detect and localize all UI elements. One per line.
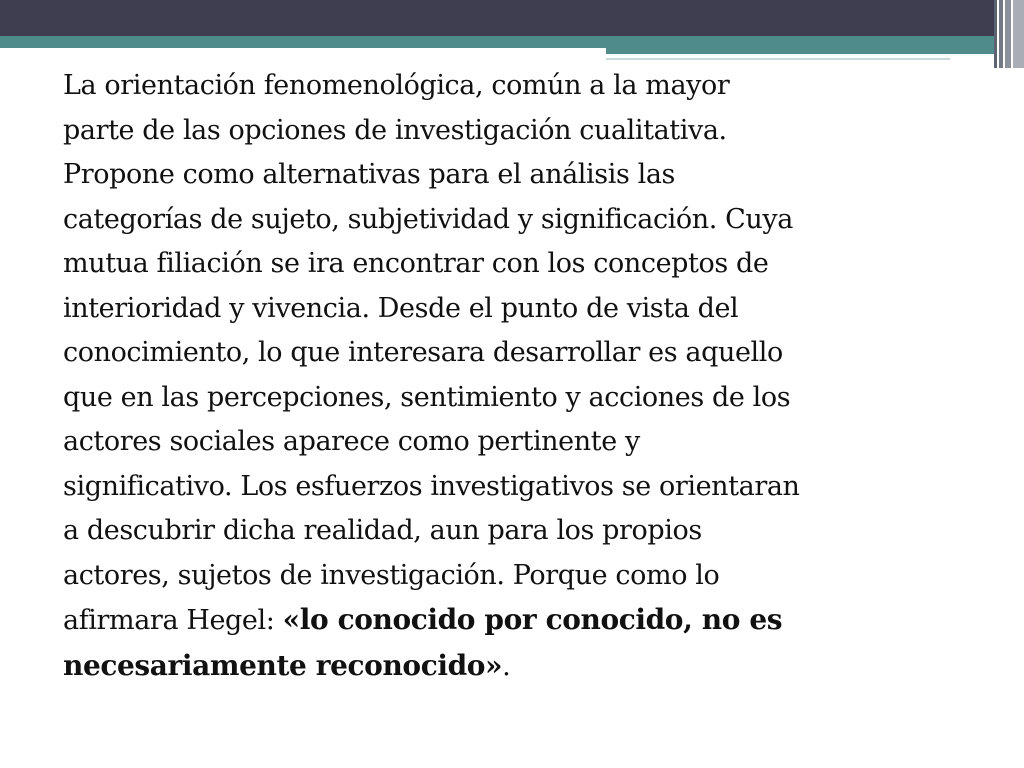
text-line-quote-start	[63, 598, 973, 644]
text-line: La orientación fenomenológica, común a la mayor	[63, 70, 730, 101]
text-line: actores, sujetos de investigación. Porque como lo	[63, 559, 720, 591]
text-line: mutua filiación se ira encontrar con los conceptos de	[63, 248, 769, 279]
final-period: .	[502, 650, 511, 682]
text-line: interioridad y vivencia. Desde el punto de vista del	[63, 292, 739, 324]
text-line: Propone como alternativas para el análisis las	[63, 159, 676, 190]
hegel-quote-part-1: «lo conocido por conocido, no es	[282, 603, 783, 636]
slide-body-text	[63, 64, 973, 689]
text-line: que en las percepciones, sentimiento y acciones de los	[63, 381, 791, 413]
text-line-quote-end	[63, 644, 973, 690]
text-line: conocimiento, lo que interesara desarrollar es aquello	[63, 337, 783, 368]
accent-band	[0, 36, 1024, 48]
hegel-quote-part-2: necesariamente reconocido»	[63, 648, 503, 682]
text-line: significativo. Los esfuerzos investigativos se orientaran	[63, 470, 800, 502]
corner-stripes	[994, 0, 1024, 68]
text-line: categorías de sujeto, subjetividad y significación. Cuya	[63, 203, 793, 235]
accent-rule	[606, 58, 950, 60]
accent-step	[606, 48, 996, 54]
text-line: a descubrir dicha realidad, aun para los propios	[63, 515, 702, 546]
quote-intro: afirmara Hegel:	[63, 605, 283, 636]
text-line: actores sociales aparece como pertinente y	[63, 426, 640, 457]
text-line: parte de las opciones de investigación cualitativa.	[63, 114, 727, 146]
header-band	[0, 0, 1024, 36]
